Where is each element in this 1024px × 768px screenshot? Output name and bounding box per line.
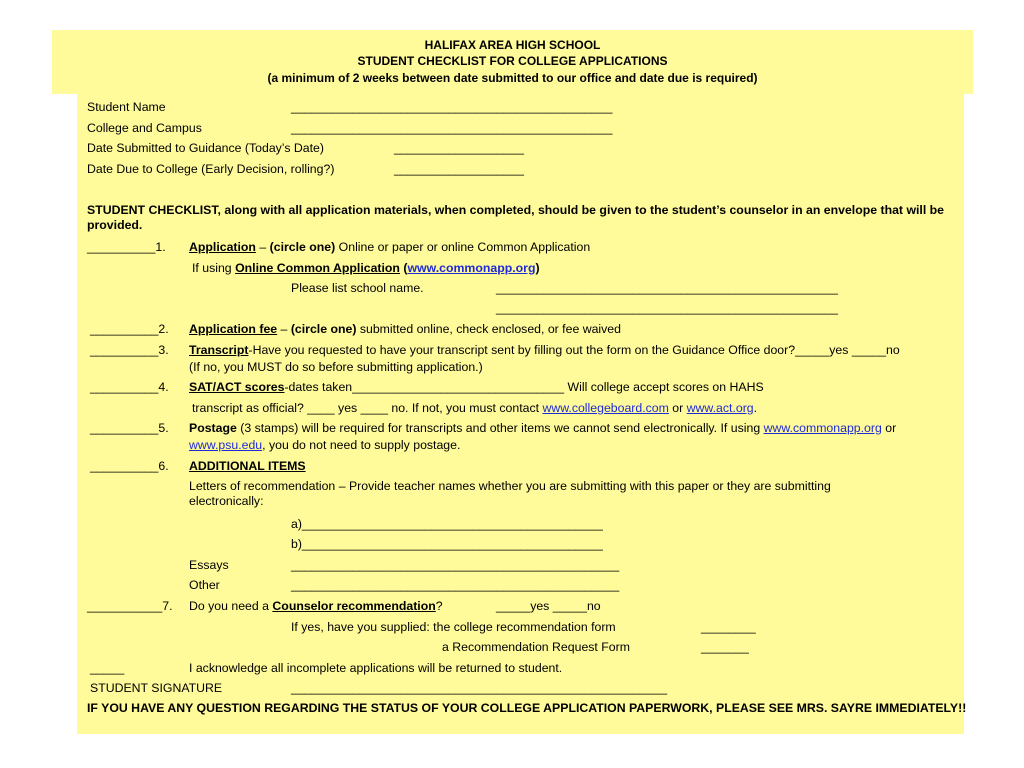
item3-blank[interactable]: __________3. <box>90 343 169 357</box>
checklist-intro: STUDENT CHECKLIST, along with all application materials, when completed, should be given to the student’s counselor in an envelope that will be provided. <box>87 203 945 232</box>
recommender-a-line[interactable]: a)____________________________________________ <box>291 517 603 531</box>
school-name-line-1[interactable]: __________________________________________________ <box>496 281 838 295</box>
item3-text-2: (If no, you MUST do so before submitting application.) <box>189 360 483 374</box>
item4-blank[interactable]: __________4. <box>90 380 169 394</box>
signature-label: STUDENT SIGNATURE <box>90 681 223 695</box>
psu-link[interactable]: www.psu.edu <box>189 438 263 452</box>
ack-blank[interactable]: _____ <box>90 661 125 675</box>
other-label: Other <box>189 578 220 592</box>
commonapp-link-2[interactable]: www.commonapp.org <box>763 421 882 435</box>
rec-form-line[interactable]: ________ <box>701 620 756 634</box>
college-label: College and Campus <box>87 121 202 135</box>
date-submitted-line[interactable]: ___________________ <box>394 141 524 155</box>
item1-text: Application – (circle one) Online or paper or online Common Application <box>189 240 591 254</box>
item1-if-using: If using Online Common Application (www.commonapp.org) <box>192 261 540 275</box>
act-link[interactable]: www.act.org <box>686 401 754 415</box>
essays-label: Essays <box>189 558 229 572</box>
date-submitted-label: Date Submitted to Guidance (Today’s Date) <box>87 141 324 155</box>
item6-title: ADDITIONAL ITEMS <box>189 459 306 473</box>
school-name-line-2[interactable]: __________________________________________________ <box>496 301 838 315</box>
college-line[interactable]: _______________________________________________ <box>291 121 613 135</box>
other-line[interactable]: ________________________________________________ <box>291 578 620 592</box>
item5-blank[interactable]: __________5. <box>90 421 169 435</box>
form-body <box>77 94 967 734</box>
commonapp-link[interactable]: www.commonapp.org <box>407 261 536 275</box>
item7-if-yes: If yes, have you supplied: the college recommendation form <box>291 620 616 634</box>
item2-text: Application fee – (circle one) submitted online, check enclosed, or fee waived <box>189 322 621 336</box>
ack-text: I acknowledge all incomplete applications will be returned to student. <box>189 661 563 675</box>
item4-text-2: transcript as official? ____ yes ____ no. If not, you must contact www.collegeboard.com or www.act.org. <box>192 401 758 415</box>
item5-text-2: www.psu.edu, you do not need to supply postage. <box>189 438 461 452</box>
item3-text: Transcript-Have you requested to have your transcript sent by filling out the form on the Guidance Office door?_____yes _____no <box>189 343 900 357</box>
school-name: HALIFAX AREA HIGH SCHOOL <box>424 38 601 52</box>
student-name-line[interactable]: _______________________________________________ <box>291 100 613 114</box>
item1-blank[interactable]: __________1. <box>87 240 166 254</box>
item6-blank[interactable]: __________6. <box>90 459 169 473</box>
student-name-label: Student Name <box>87 100 166 114</box>
item4-text: SAT/ACT scores-dates taken_______________________________ Will college accept scores on HAHS <box>189 380 764 394</box>
item6-letters: Letters of recommendation – Provide teacher names whether you are submitting with this paper or they are submitting electronically: <box>189 479 831 508</box>
date-due-line[interactable]: ___________________ <box>394 162 524 176</box>
rec-request-form-line[interactable]: _______ <box>701 640 749 654</box>
signature-line[interactable]: _______________________________________________________ <box>291 681 668 695</box>
rec-request-form-label: a Recommendation Request Form <box>442 640 630 654</box>
form-header <box>52 30 973 94</box>
recommender-b-line[interactable]: b)____________________________________________ <box>291 537 603 551</box>
item2-blank[interactable]: __________2. <box>90 322 169 336</box>
item1-list-school: Please list school name. <box>291 281 424 295</box>
item5-text: Postage (3 stamps) will be required for transcripts and other items we cannot send electronically. If using www.commonapp.org or <box>189 421 897 435</box>
collegeboard-link[interactable]: www.collegeboard.com <box>542 401 669 415</box>
item7-blank[interactable]: ___________7. <box>87 599 173 613</box>
footer-notice: IF YOU HAVE ANY QUESTION REGARDING THE STATUS OF YOUR COLLEGE APPLICATION PAPERWORK, PLEASE SEE MRS. SAYRE IMMEDIATELY!! <box>87 701 967 715</box>
date-due-label: Date Due to College (Early Decision, rolling?) <box>87 162 335 176</box>
form-subtitle: (a minimum of 2 weeks between date submitted to our office and date due is required) <box>267 71 758 85</box>
form-title: STUDENT CHECKLIST FOR COLLEGE APPLICATIONS <box>357 54 668 68</box>
item7-yes-no[interactable]: _____yes _____no <box>496 599 601 613</box>
item7-text: Do you need a Counselor recommendation? <box>189 599 443 613</box>
essays-line[interactable]: ________________________________________________ <box>291 558 620 572</box>
